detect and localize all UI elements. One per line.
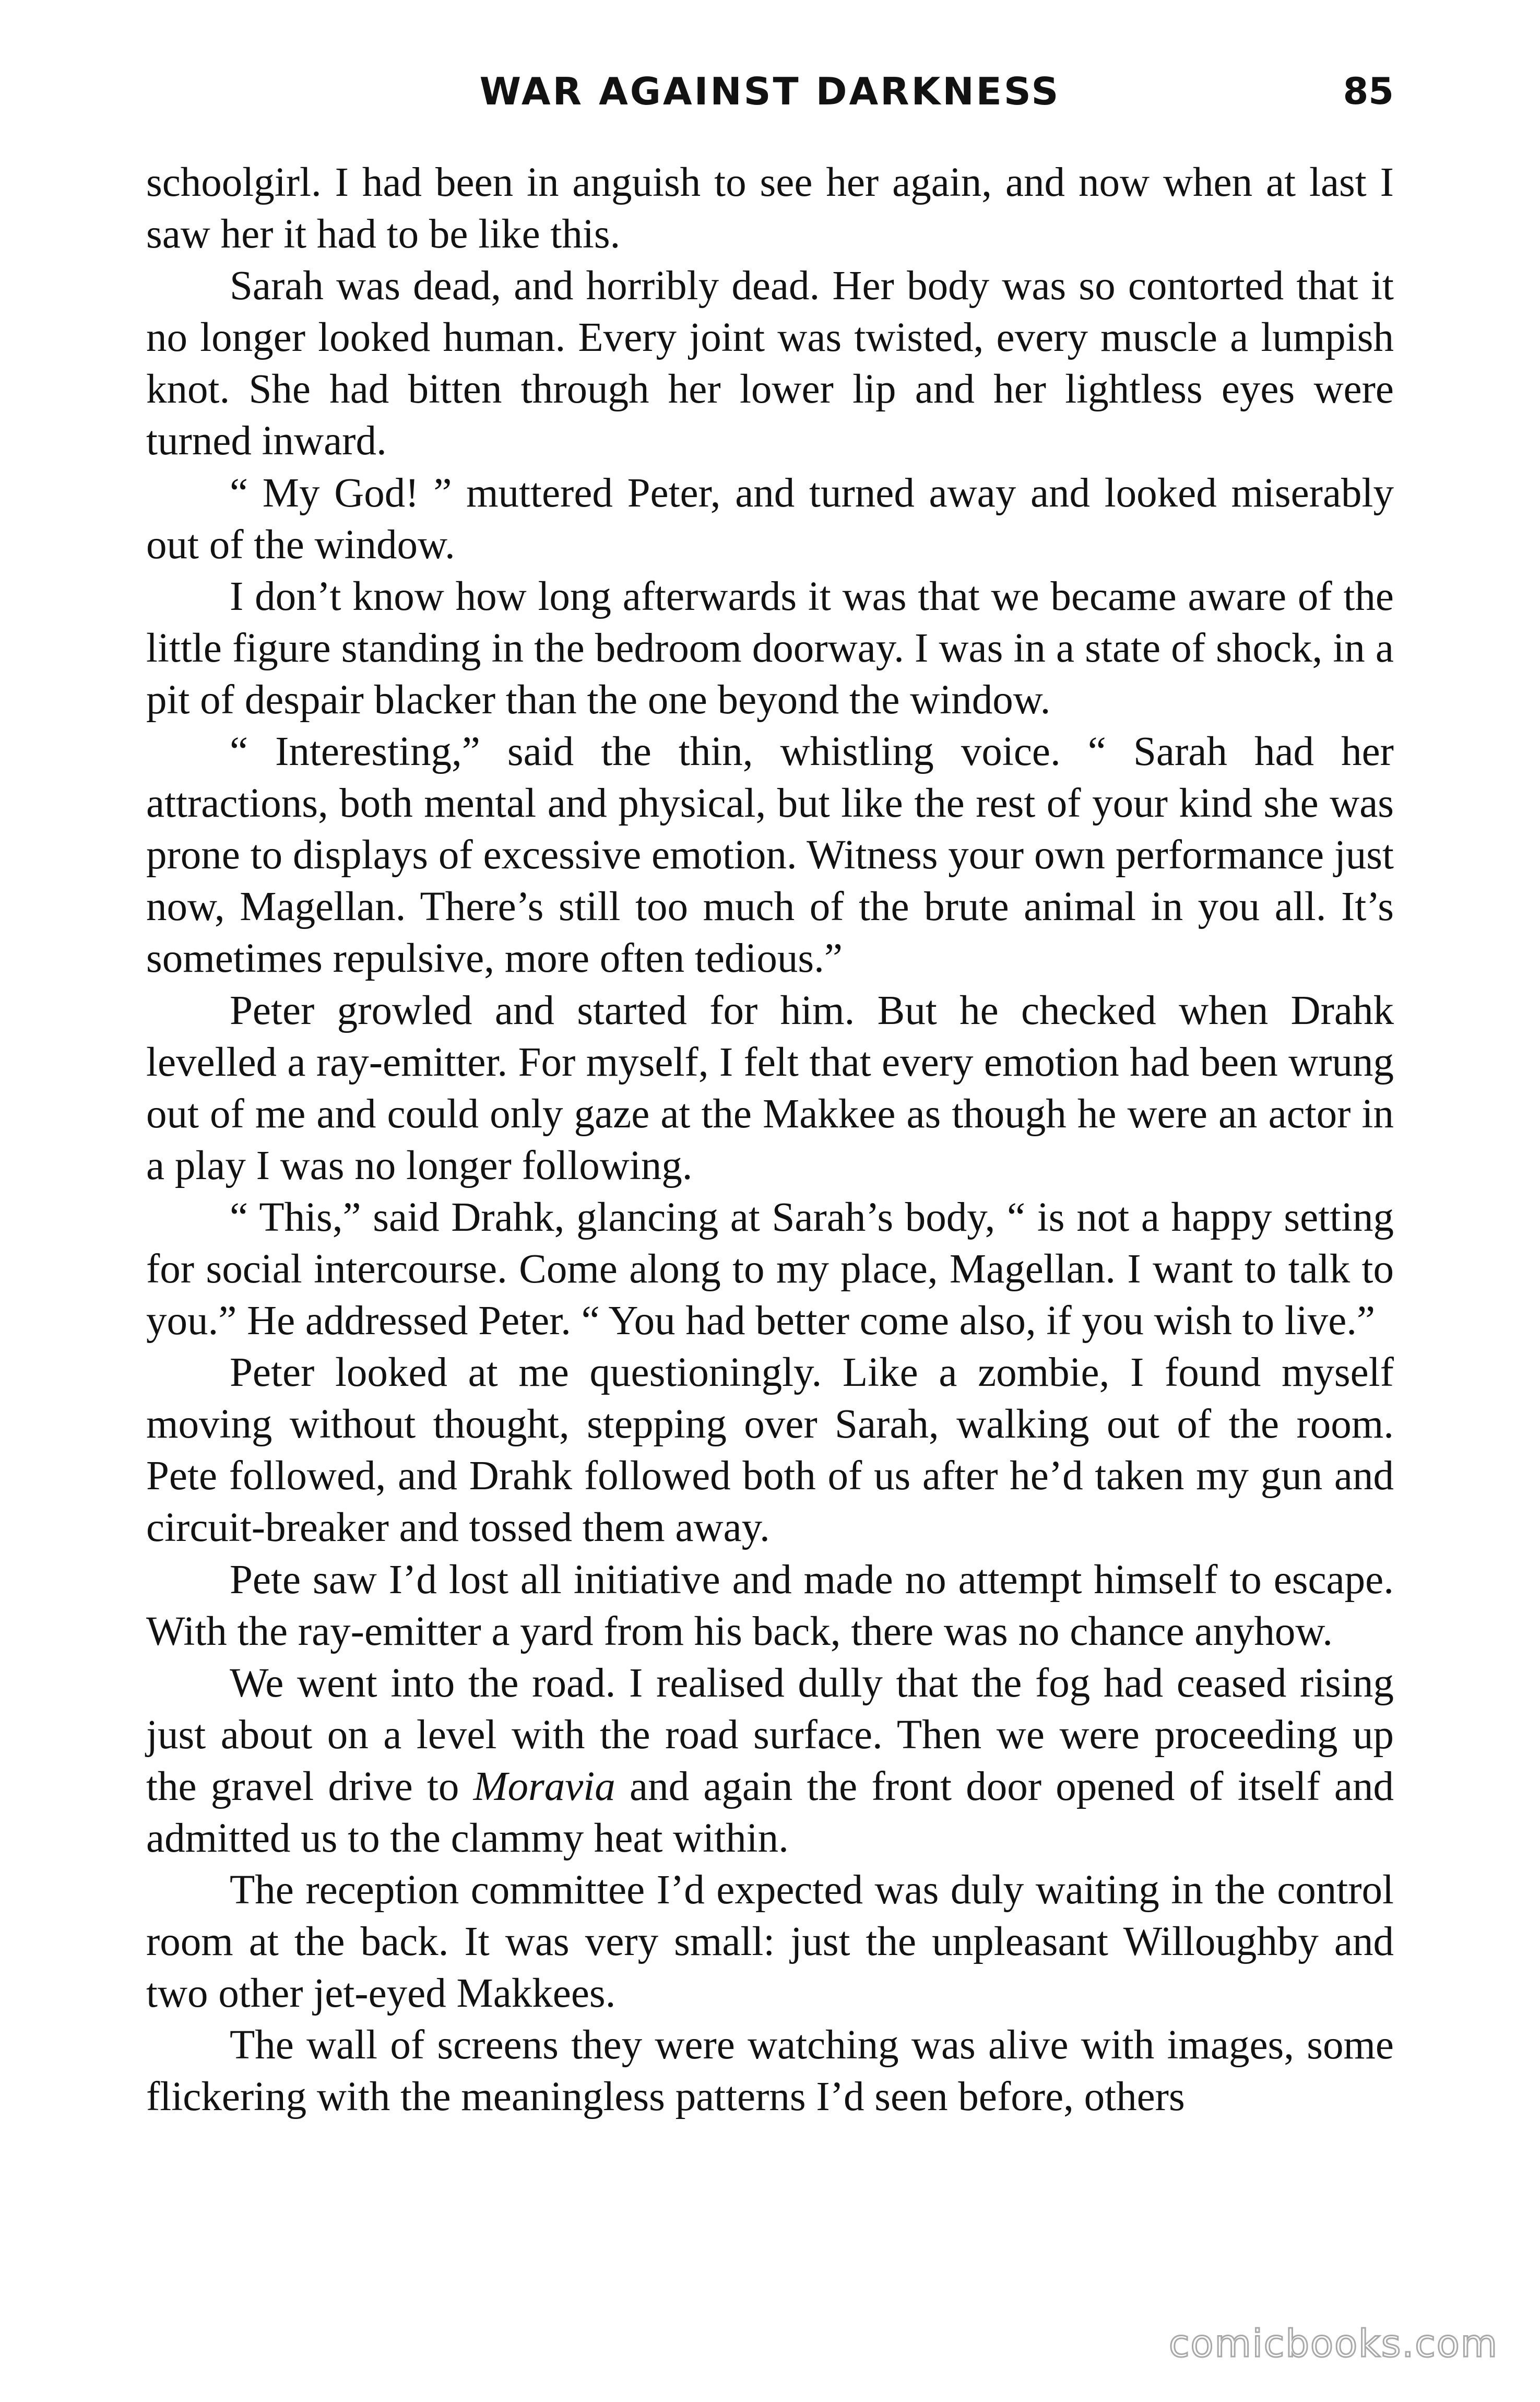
running-head-title: WAR AGAINST DARKNESS xyxy=(479,69,1061,113)
italic-house-name: Moravia xyxy=(473,1763,615,1809)
page-number: 85 xyxy=(1343,70,1394,113)
watermark: comicbooks.com xyxy=(1168,2322,1498,2365)
paragraph xyxy=(146,1657,1394,1864)
paragraph: I don’t know how long afterwards it was that we became aware of the little figure standing in the bedroom doorway. I was in a state of shock, in a pit of despair blacker than the one beyond the window. xyxy=(146,573,1394,723)
paragraph: Peter looked at me questioningly. Like a zombie, I found myself moving without thought, stepping over Sarah, walking out of the room. Pete followed, and Drahk followed both of us after he’d taken my gun and circuit-breaker and tossed them away. xyxy=(146,1350,1394,1551)
paragraph-text: and again the front door opened of itself and admitted us to the clammy heat within. xyxy=(146,1763,1394,1861)
paragraph: “ My God! ” muttered Peter, and turned away and looked miserably out of the window. xyxy=(146,470,1394,568)
body-text xyxy=(146,157,1394,2123)
paragraph: Peter growled and started for him. But he checked when Drahk levelled a ray-emitter. For myself, I felt that every emotion had been wrung out of me and could only gaze at the Makkee as though he were an actor in a play I was no longer following. xyxy=(146,987,1394,1188)
paragraph: “ This,” said Drahk, glancing at Sarah’s body, “ is not a happy setting for social intercourse. Come along to my place, Magellan. I want to talk to you.” He addressed Peter. “ You had better come also, if you wish to live.” xyxy=(146,1194,1394,1344)
running-header xyxy=(146,63,1394,120)
paragraph: Pete saw I’d lost all initiative and made no attempt himself to escape. With the ray-emitter a yard from his back, there was no chance anyhow. xyxy=(146,1557,1394,1654)
paragraph-text: We went into the road. I realised dully that the fog had ceased rising just about on a level with the road surface. Then we were proceeding up the gravel drive to xyxy=(146,1660,1394,1809)
paragraph: schoolgirl. I had been in anguish to see her again, and now when at last I saw her it had to be like this. xyxy=(146,160,1394,257)
paragraph: The reception committee I’d expected was duly waiting in the control room at the back. It was very small: just the unpleasant Willoughby and two other jet-eyed Makkees. xyxy=(146,1867,1394,2017)
paragraph: Sarah was dead, and horribly dead. Her body was so contorted that it no longer looked human. Every joint was twisted, every muscle a lumpish knot. She had bitten through her lower lip and her lightless eyes were turned inward. xyxy=(146,263,1394,464)
paragraph: The wall of screens they were watching was alive with images, some flickering with the meaningless patterns I’d seen before, others xyxy=(146,2022,1394,2120)
paragraph: “ Interesting,” said the thin, whistling voice. “ Sarah had her attractions, both mental and physical, but like the rest of your kind she was prone to displays of excessive emotion. Witness your own performance just now, Magellan. There’s still too much of the brute animal in you all. It’s sometimes repulsive, more often tedious.” xyxy=(146,729,1394,982)
